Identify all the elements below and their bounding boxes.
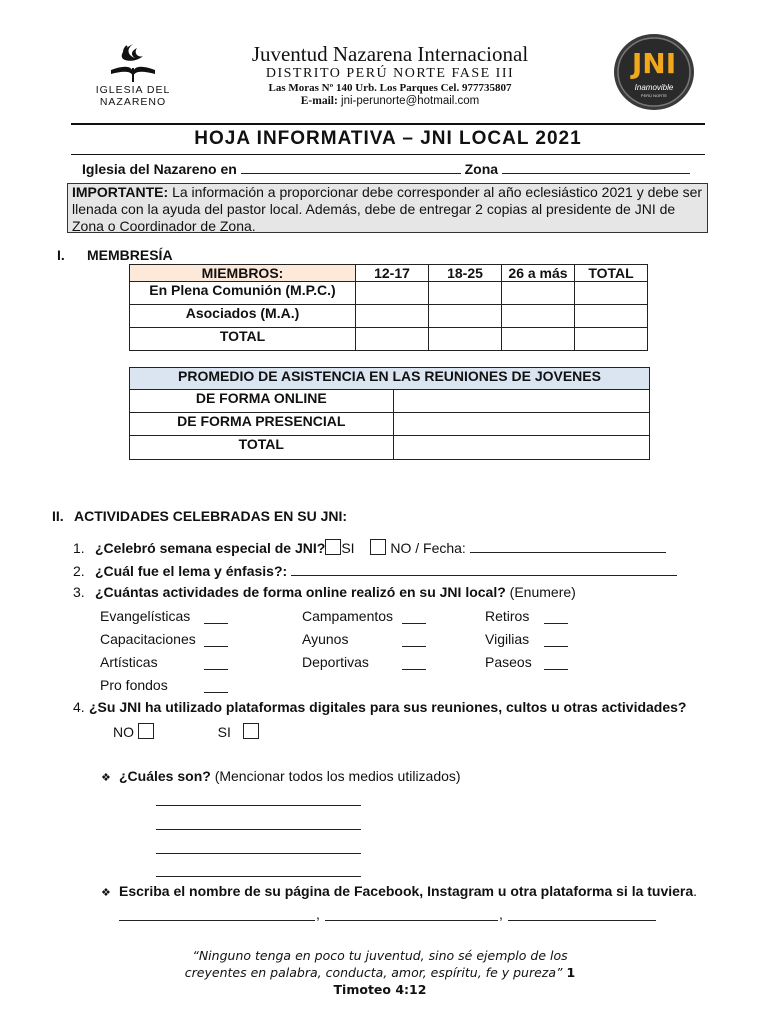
q1-si-checkbox[interactable] xyxy=(325,539,341,555)
email-value: jni-perunorte@hotmail.com xyxy=(341,95,480,107)
attendance-row-label: DE FORMA ONLINE xyxy=(130,390,394,413)
members-cell[interactable] xyxy=(575,282,648,305)
members-cell[interactable] xyxy=(575,305,648,328)
church-label: Iglesia del Nazareno en xyxy=(82,161,237,177)
org-title: Juventud Nazarena Internacional xyxy=(251,42,529,66)
important-label: IMPORTANTE: xyxy=(72,184,169,200)
members-cell[interactable] xyxy=(429,305,502,328)
question-2: 2. ¿Cuál fue el lema y énfasis?: xyxy=(73,562,677,579)
q4-no-checkbox[interactable] xyxy=(138,723,154,739)
activity-count-field[interactable] xyxy=(402,613,426,624)
zona-label: Zona xyxy=(464,161,499,177)
church-line xyxy=(82,160,690,177)
members-cell[interactable] xyxy=(356,305,429,328)
activity-item: Campamentos xyxy=(302,608,394,624)
badge-subtext: Inamovible xyxy=(634,83,674,92)
title-divider xyxy=(71,154,705,155)
members-table xyxy=(129,264,648,351)
activity-item: Evangelísticas xyxy=(100,608,191,624)
members-cell[interactable] xyxy=(429,328,502,351)
activity-item: Retiros xyxy=(485,608,530,624)
activity-item: Paseos xyxy=(485,654,532,670)
activity-count-field[interactable] xyxy=(204,682,228,693)
question-1: 1. ¿Celebró semana especial de JNI? SI NO / Fecha: xyxy=(73,539,666,556)
section-2-heading: II. ACTIVIDADES CELEBRADAS EN SU JNI: xyxy=(52,508,348,524)
header-divider xyxy=(71,123,705,125)
attendance-cell[interactable] xyxy=(393,413,649,436)
members-cell[interactable] xyxy=(356,328,429,351)
attendance-header: PROMEDIO DE ASISTENCIA EN LAS REUNIONES DE JOVENES xyxy=(130,368,650,390)
medio-field[interactable] xyxy=(156,805,361,806)
bullet-cuales: ❖ ¿Cuáles son? (Mencionar todos los medios utilizados) xyxy=(101,768,461,784)
medio-field[interactable] xyxy=(156,829,361,830)
activity-item: Capacitaciones xyxy=(100,631,196,647)
members-cell[interactable] xyxy=(356,282,429,305)
activity-count-field[interactable] xyxy=(402,636,426,647)
comma: , xyxy=(499,906,503,922)
medio-field[interactable] xyxy=(156,853,361,854)
question-4: 4. ¿Su JNI ha utilizado plataformas digitales para sus reuniones, cultos u otras actividades? xyxy=(73,699,687,715)
members-header-18-25: 18-25 xyxy=(429,265,502,282)
church-field[interactable] xyxy=(241,160,461,174)
activity-item: Ayunos xyxy=(302,631,349,647)
org-email xyxy=(180,95,600,107)
activity-item: Pro fondos xyxy=(100,677,168,693)
attendance-table xyxy=(129,367,650,460)
diamond-bullet-icon: ❖ xyxy=(101,772,111,784)
page-title: HOJA INFORMATIVA – JNI LOCAL 2021 xyxy=(194,128,582,149)
badge-text: JNI xyxy=(631,47,677,80)
members-header-26-plus: 26 a más xyxy=(502,265,575,282)
org-address: Las Moras Nº 140 Urb. Los Parques Cel. 977735807 xyxy=(268,82,512,94)
members-row-label: En Plena Comunión (M.P.C.) xyxy=(130,282,356,305)
members-cell[interactable] xyxy=(502,328,575,351)
members-cell[interactable] xyxy=(502,282,575,305)
comma: , xyxy=(316,906,320,922)
members-row-label: Asociados (M.A.) xyxy=(130,305,356,328)
members-header-total: TOTAL xyxy=(575,265,648,282)
activity-item: Artísticas xyxy=(100,654,158,670)
verse-text: “Ninguno tenga en poco tu juventud, sino sé ejemplo de los creyentes en palabra, conducta, amor, espíritu, fe y pureza” xyxy=(184,948,568,980)
activity-count-field[interactable] xyxy=(204,659,228,670)
members-cell[interactable] xyxy=(502,305,575,328)
church-logo-text: IGLESIA DEL NAZARENO xyxy=(95,84,171,108)
important-text: La información a proporcionar debe corresponder al año eclesiástico 2021 y debe ser llenada con la ayuda del pastor local. Además, debe de entregar 2 copias al presidente de JNI de Zona o Coordinador de Zona. xyxy=(72,184,703,234)
diamond-bullet-icon: ❖ xyxy=(101,887,111,899)
social-field[interactable] xyxy=(508,920,656,921)
zona-field[interactable] xyxy=(502,160,690,174)
social-field[interactable] xyxy=(325,920,498,921)
activity-count-field[interactable] xyxy=(544,613,568,624)
q4-si-checkbox[interactable] xyxy=(243,723,259,739)
q4-options: NO SI xyxy=(113,723,259,740)
attendance-cell[interactable] xyxy=(393,390,649,413)
activity-count-field[interactable] xyxy=(204,613,228,624)
social-field[interactable] xyxy=(119,920,315,921)
badge-small: PERÚ NORTE xyxy=(640,93,668,98)
q1-fecha-field[interactable] xyxy=(470,539,666,553)
medio-field[interactable] xyxy=(156,876,361,877)
question-3: 3. ¿Cuántas actividades de forma online realizó en su JNI local? (Enumere) xyxy=(73,584,576,600)
q1-no-checkbox[interactable] xyxy=(370,539,386,555)
attendance-row-label: TOTAL xyxy=(130,436,394,460)
q2-lema-field[interactable] xyxy=(291,562,677,576)
jni-badge-logo xyxy=(613,33,695,111)
verse-reference: 1 Timoteo 4:12 xyxy=(333,965,576,997)
org-subtitle: DISTRITO PERÚ NORTE FASE III xyxy=(265,66,515,81)
flame-book-icon xyxy=(103,40,163,82)
important-notice xyxy=(67,183,708,233)
section-1-heading: I. MEMBRESÍA xyxy=(57,247,173,263)
activity-count-field[interactable] xyxy=(544,636,568,647)
activity-count-field[interactable] xyxy=(544,659,568,670)
activity-item: Vigilias xyxy=(485,631,530,647)
members-row-label: TOTAL xyxy=(130,328,356,351)
email-label: E-mail: xyxy=(300,95,338,107)
members-header-label: MIEMBROS: xyxy=(130,265,356,282)
members-cell[interactable] xyxy=(429,282,502,305)
attendance-cell[interactable] xyxy=(393,436,649,460)
members-cell[interactable] xyxy=(575,328,648,351)
activity-count-field[interactable] xyxy=(402,659,426,670)
attendance-row-label: DE FORMA PRESENCIAL xyxy=(130,413,394,436)
members-header-12-17: 12-17 xyxy=(356,265,429,282)
activity-count-field[interactable] xyxy=(204,636,228,647)
bible-verse xyxy=(160,947,600,998)
bullet-facebook: ❖ Escriba el nombre de su página de Facebook, Instagram u otra plataforma si la tuviera. xyxy=(101,883,698,899)
activity-item: Deportivas xyxy=(302,654,369,670)
